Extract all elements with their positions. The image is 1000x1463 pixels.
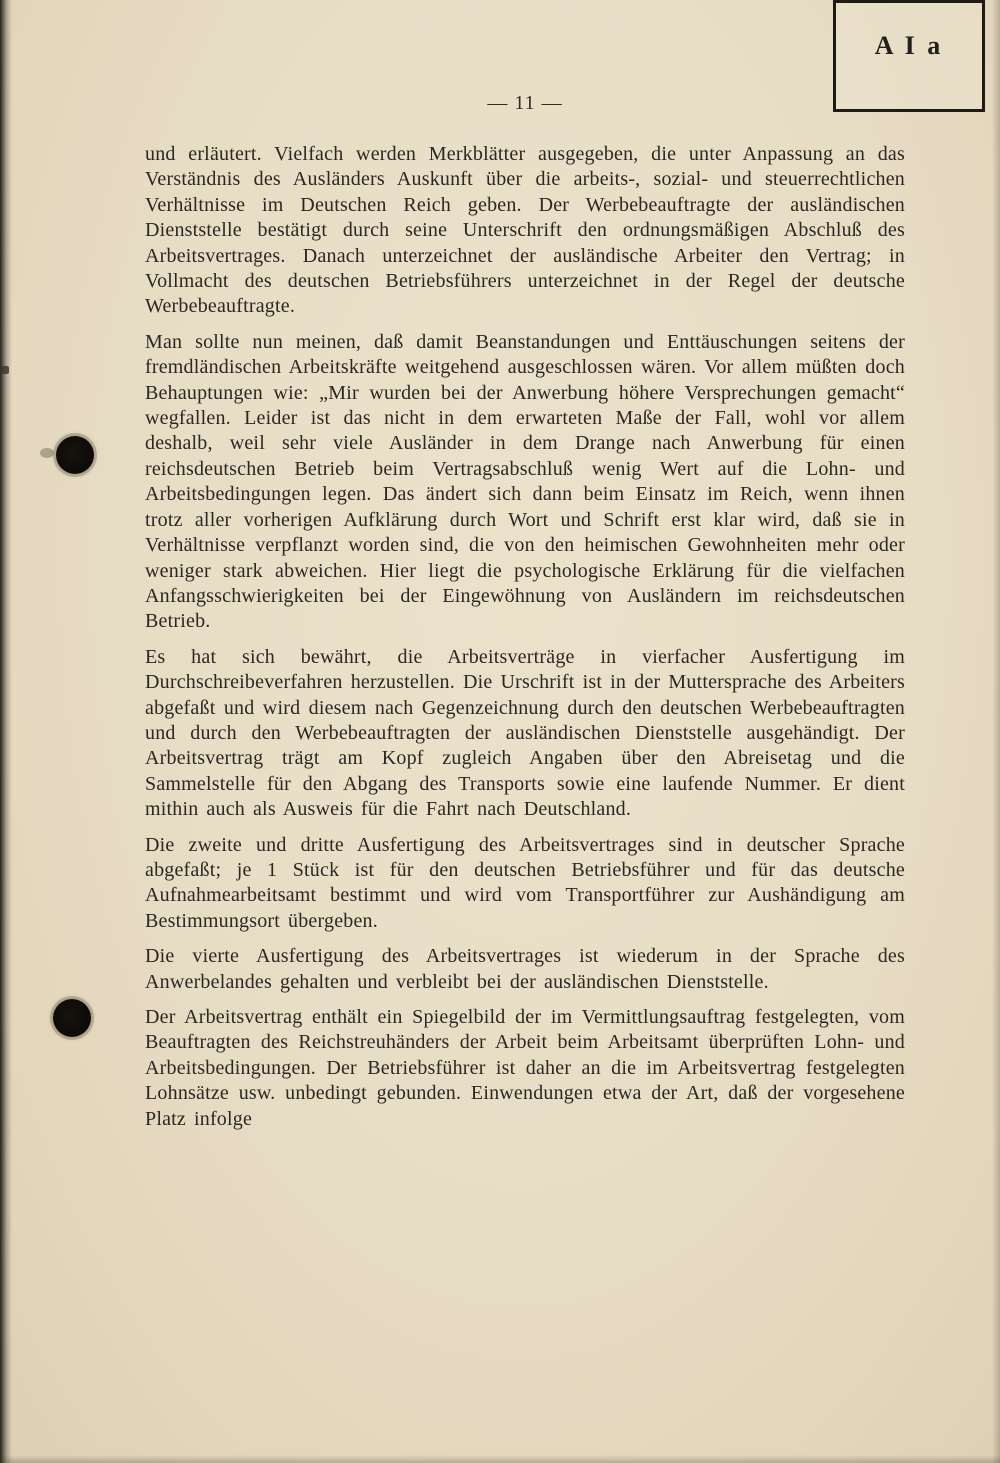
paragraph-2: Man sollte nun meinen, daß damit Beanstandungen und Enttäuschungen seitens der fremdländischen Arbeitskräfte weitgehend ausgeschlossen wären. Vor allem müßten doch Behauptungen wie: „Mir wurden bei der Anwerbung höhere Versprechungen gemacht“ wegfallen. Leider ist das nicht in dem erwarteten Maße der Fall, wohl vor allem deshalb, weil sehr viele Ausländer in dem Drange nach Anwerbung für einen reichsdeutschen Betrieb beim Vertragsabschluß wenig Wert auf die Lohn- und Arbeitsbedingungen legen. Das ändert sich dann beim Einsatz im Reich, wenn ihnen trotz aller vorherigen Aufklärung durch Wort und Schrift erst klar wird, daß sie in Verhältnisse verpflanzt worden sind, die von den heimischen Gewohnheiten mehr oder weniger stark abweichen. Hier liegt die psychologische Erklärung für die vielfachen Anfangsschwierigkeiten bei der Eingewöhnung von Ausländern im reichsdeutschen Betrieb.: [145, 330, 905, 633]
scan-edge-shadow-right: [992, 0, 1000, 1463]
paragraph-1: und erläutert. Vielfach werden Merkblätter ausgegeben, die unter Anpassung an das Verständnis des Ausländers Auskunft über die arbeits-, sozial- und steuerrechtlichen Verhältnisse im Deutschen Reich geben. Der Werbebeauftragte der ausländischen Dienststelle bestätigt durch seine Unterschrift den ordnungsmäßigen Abschluß des Arbeitsvertrages. Danach unterzeichnet der ausländische Arbeiter den Vertrag; in Vollmacht des deutschen Betriebsführers unterzeichnet in der Regel der deutsche Werbebeauftragte.: [145, 143, 905, 318]
scan-edge-shadow-bottom: [0, 1455, 1000, 1463]
scan-edge-shadow-left: [0, 0, 12, 1463]
punch-hole-bottom: [53, 999, 91, 1037]
body-text: [145, 142, 905, 1142]
section-label: A I a: [874, 31, 944, 60]
page-number: — 11 —: [487, 92, 563, 114]
paragraph-4: Die zweite und dritte Ausfertigung des Arbeitsvertrages sind in deutscher Sprache abgefaßt; je 1 Stück ist für den deutschen Betriebsführer und für das deutsche Aufnahmearbeitsamt bestimmt und wird vom Transportführer zur Aushändigung am Bestimmungsort übergeben.: [145, 833, 905, 932]
ink-smudge: [0, 366, 9, 374]
paragraph-3: Es hat sich bewährt, die Arbeitsverträge in vierfacher Ausfertigung im Durchschreibeverfahren herzustellen. Die Urschrift ist in der Muttersprache des Arbeiters abgefaßt und wird diesem nach Gegenzeichnung durch den deutschen Werbebeauftragten und durch den Werbebeauftragten der ausländischen Dienststelle ausgehändigt. Der Arbeitsvertrag trägt am Kopf zugleich Angaben über den Abreisetag und die Sammelstelle für den Abgang des Transports sowie eine laufende Nummer. Er dient mithin auch als Ausweis für die Fahrt nach Deutschland.: [145, 645, 905, 821]
paper-smudge: [40, 448, 54, 458]
paragraph-5: Die vierte Ausfertigung des Arbeitsvertrages ist wiederum in der Sprache des Anwerbelandes gehalten und verbleibt bei der ausländischen Dienststelle.: [145, 945, 905, 993]
punch-hole-top: [56, 436, 94, 474]
paragraph-6: Der Arbeitsvertrag enthält ein Spiegelbild der im Vermittlungsauftrag festgelegten, vom Beauftragten des Reichstreuhänders der Arbeit beim Arbeitsamt überprüften Lohn- und Arbeitsbedingungen. Der Betriebsführer ist daher an die im Arbeitsvertrag festgelegten Lohnsätze usw. unbedingt gebunden. Einwendungen etwa der Art, daß der vorgesehene Platz infolge: [145, 1006, 905, 1130]
